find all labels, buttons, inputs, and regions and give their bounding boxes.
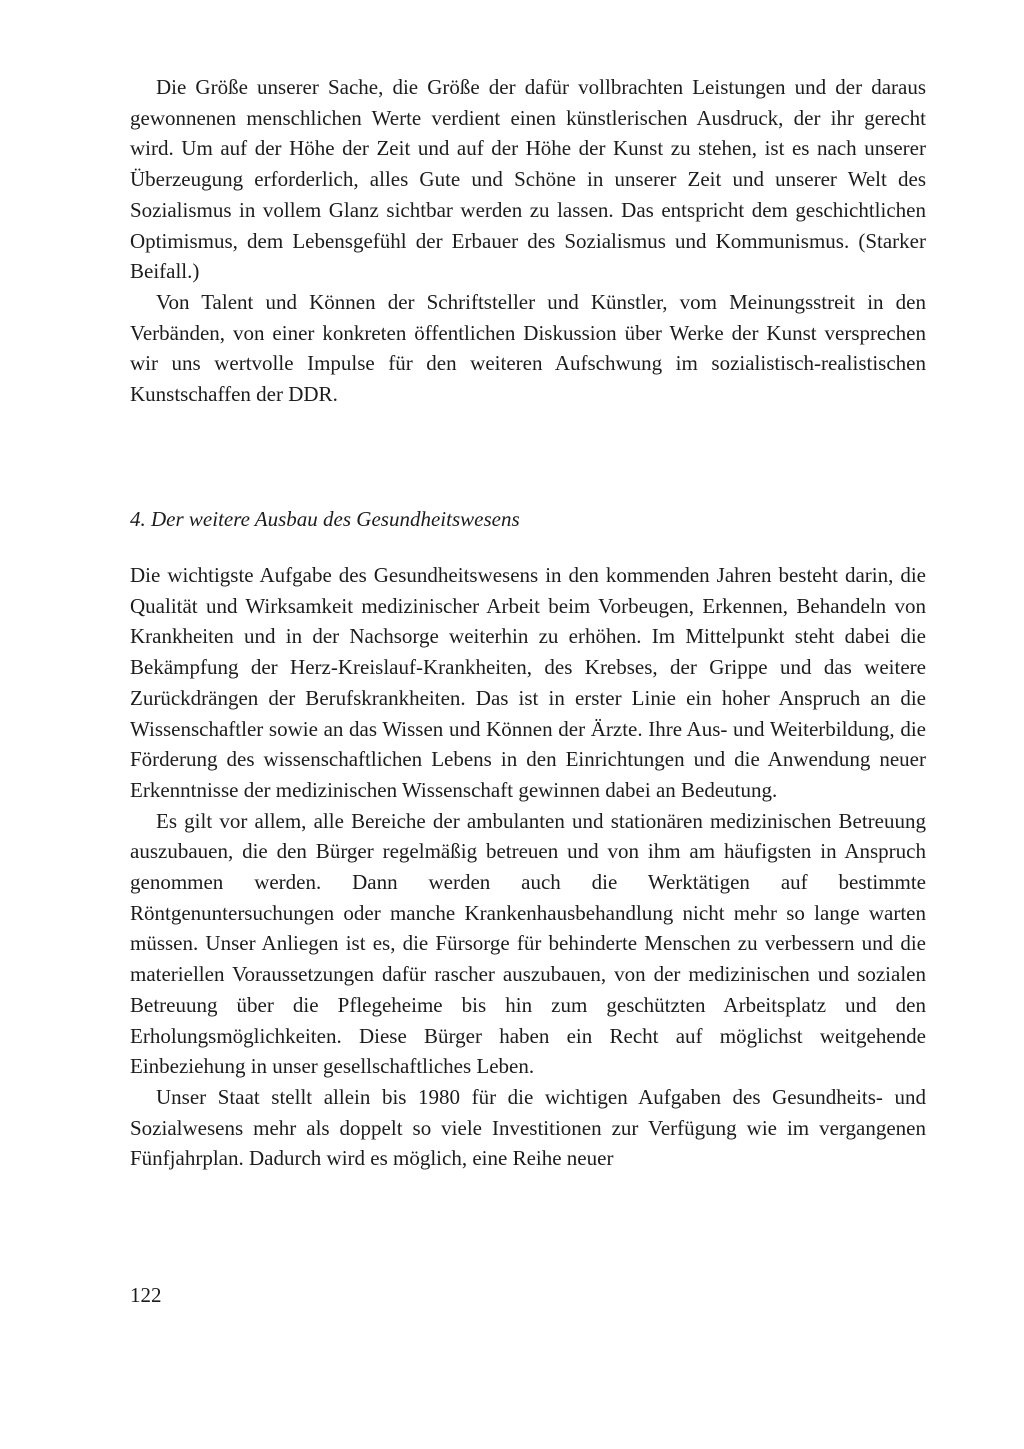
page-number: 122 bbox=[130, 1283, 162, 1307]
text-block-health bbox=[130, 560, 926, 1174]
section-heading: 4. Der weitere Ausbau des Gesundheitswesens bbox=[130, 507, 520, 531]
paragraph: Unser Staat stellt allein bis 1980 für die wichtigen Aufgaben des Gesundheits- und Sozialwesens mehr als doppelt so viele Investitionen zur Verfügung wie im vergangenen Fünfjahrplan. Dadurch wird es möglich, eine Reihe neuer bbox=[130, 1084, 926, 1171]
paragraph: Die Größe unserer Sache, die Größe der dafür vollbrachten Leistungen und der daraus gewonnenen menschlichen Werte verdient einen künstlerischen Ausdruck, der ihr gerecht wird. Um auf der Höhe der Zeit und auf der Höhe der Kunst zu stehen, ist es nach unserer Überzeugung erforderlich, alles Gute und Schöne in unserer Zeit und unserer Welt des Sozialismus in vollem Glanz sichtbar werden zu lassen. Das entspricht dem geschichtlichen Optimismus, dem Lebensgefühl der Erbauer des Sozialismus und Kommunismus. (Starker Beifall.) bbox=[130, 75, 926, 284]
paragraph: Es gilt vor allem, alle Bereiche der ambulanten und stationären medizinischen Betreuung auszubauen, die den Bürger regelmäßig betreuen und von ihm am häufigsten in Anspruch genommen werden. Dann werden auch die Werktätigen auf bestimmte Röntgenuntersuchungen oder manche Krankenhausbehandlung nicht mehr so lange warten müssen. Unser Anliegen ist es, die Fürsorge für behinderte Menschen zu verbessern und die materiellen Voraussetzungen dafür rascher auszubauen, von der medizinischen und sozialen Betreuung über die Pflegeheime bis hin zum geschützten Arbeitsplatz und den Erholungsmöglichkeiten. Diese Bürger haben ein Recht auf möglichst weitgehende Einbeziehung in unser gesellschaftliches Leben. bbox=[130, 808, 926, 1079]
text-block-culture bbox=[130, 72, 926, 410]
paragraph: Die wichtigste Aufgabe des Gesundheitswesens in den kommenden Jahren besteht darin, die Qualität und Wirksamkeit medizinischer Arbeit beim Vorbeugen, Erkennen, Behandeln von Krankheiten und in der Nachsorge weiterhin zu erhöhen. Im Mittelpunkt steht dabei die Bekämpfung der Herz-Kreislauf-Krankheiten, des Krebses, der Grippe und das weitere Zurückdrängen der Berufskrankheiten. Das ist in erster Linie ein hoher Anspruch an die Wissenschaftler sowie an das Wissen und Können der Ärzte. Ihre Aus- und Weiterbildung, die Förderung des wissenschaftlichen Lebens in den Einrichtungen und die Anwendung neuer Erkenntnisse der medizinischen Wissenschaft gewinnen dabei an Bedeutung. bbox=[130, 563, 926, 802]
paragraph: Von Talent und Können der Schriftsteller und Künstler, vom Meinungsstreit in den Verbänden, von einer konkreten öffentlichen Diskussion über Werke der Kunst versprechen wir uns wertvolle Impulse für den weiteren Aufschwung im sozialistisch-realistischen Kunstschaffen der DDR. bbox=[130, 289, 926, 407]
